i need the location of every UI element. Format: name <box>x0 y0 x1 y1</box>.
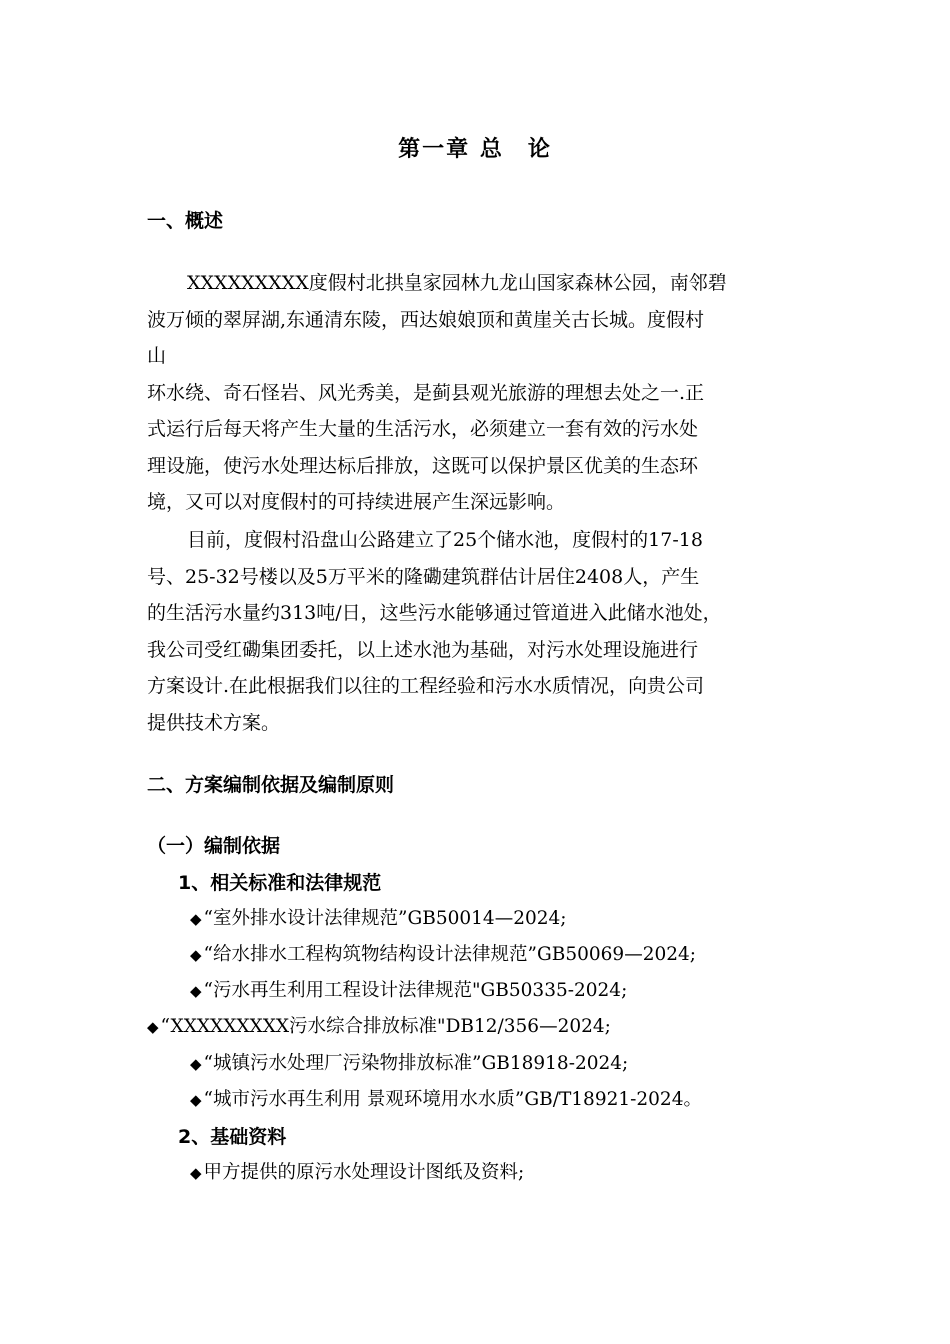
paragraph-line: 方案设计.在此根据我们以往的工程经验和污水水质情况，向贵公司 <box>147 675 705 697</box>
bullet-text: “室外排水设计法律规范”GB50014—2024; <box>203 908 567 929</box>
paragraph-line: 理设施，使污水处理达标后排放，这既可以保护景区优美的生态环 <box>147 454 699 477</box>
standard-bullet <box>190 907 567 931</box>
bullet-text: 甲方提供的原污水处理设计图纸及资料; <box>203 1162 525 1183</box>
paragraph-line: 环水绕、奇石怪岩、风光秀美，是蓟县观光旅游的理想去处之一.正 <box>147 381 705 404</box>
paragraph-line: 我公司受红磡集团委托，以上述水池为基础，对污水处理设施进行 <box>147 638 699 661</box>
bullet-text: “城市污水再生利用 景观环境用水水质”GB/T18921-2024。 <box>203 1089 702 1110</box>
bullet-text: “XXXXXXXXX污水综合排放标准"DB12/356—2024; <box>160 1016 611 1037</box>
overview-paragraph-1 <box>147 265 809 521</box>
standard-bullet <box>190 943 696 967</box>
standard-bullet <box>190 1052 628 1076</box>
diamond-bullet-icon: ◆ <box>147 1018 159 1036</box>
paragraph-line: 式运行后每天将产生大量的生活污水，必须建立一套有效的污水处 <box>147 418 699 440</box>
paragraph-line: 波万倾的翠屏湖,东通清东陵，西达娘娘顶和黄崖关古长城。度假村 <box>147 308 705 331</box>
bullet-text: “城镇污水处理厂污染物排放标准”GB18918-2024; <box>203 1053 629 1074</box>
chapter-title: 第一章 总 论 <box>398 137 552 162</box>
paragraph-line: 目前，度假村沿盘山公路建立了25个储水池，度假村的17-18 <box>187 529 703 551</box>
basic-data-bullet <box>190 1161 524 1185</box>
diamond-bullet-icon: ◆ <box>190 982 202 1000</box>
diamond-bullet-icon: ◆ <box>190 1091 202 1109</box>
paragraph-line: XXXXXXXXX度假村北拱皇家园林九龙山国家森林公园，南邻碧 <box>187 272 727 294</box>
bullet-text: “给水排水工程构筑物结构设计法律规范”GB50069—2024; <box>203 944 697 965</box>
bullet-text: “污水再生利用工程设计法律规范"GB50335-2024; <box>203 980 628 1001</box>
paragraph-line: 境，又可以对度假村的可持续进展产生深远影响。 <box>147 491 566 513</box>
diamond-bullet-icon: ◆ <box>190 946 202 964</box>
paragraph-line: 号、25-32号楼以及5万平米的隆磡建筑群估计居住2408人，产生 <box>147 565 700 588</box>
paragraph-line: 提供技术方案。 <box>147 711 281 734</box>
item-heading-standards: 1、相关标准和法律规范 <box>178 872 382 894</box>
item-heading-basic-data: 2、基础资料 <box>178 1126 287 1148</box>
overview-paragraph-2 <box>147 522 809 741</box>
diamond-bullet-icon: ◆ <box>190 1164 202 1182</box>
diamond-bullet-icon: ◆ <box>190 910 202 928</box>
section-heading-basis: 二、方案编制依据及编制原则 <box>147 774 395 796</box>
subsection-heading-basis: （一）编制依据 <box>147 835 281 857</box>
standard-bullet <box>190 1088 702 1112</box>
paragraph-line: 的生活污水量约313吨/日，这些污水能够通过管道进入此储水池处， <box>147 602 722 624</box>
standard-bullet <box>147 1015 611 1039</box>
diamond-bullet-icon: ◆ <box>190 1055 202 1073</box>
paragraph-line: 山 <box>147 345 167 367</box>
standard-bullet <box>190 979 627 1003</box>
section-heading-overview: 一、概述 <box>147 210 224 232</box>
